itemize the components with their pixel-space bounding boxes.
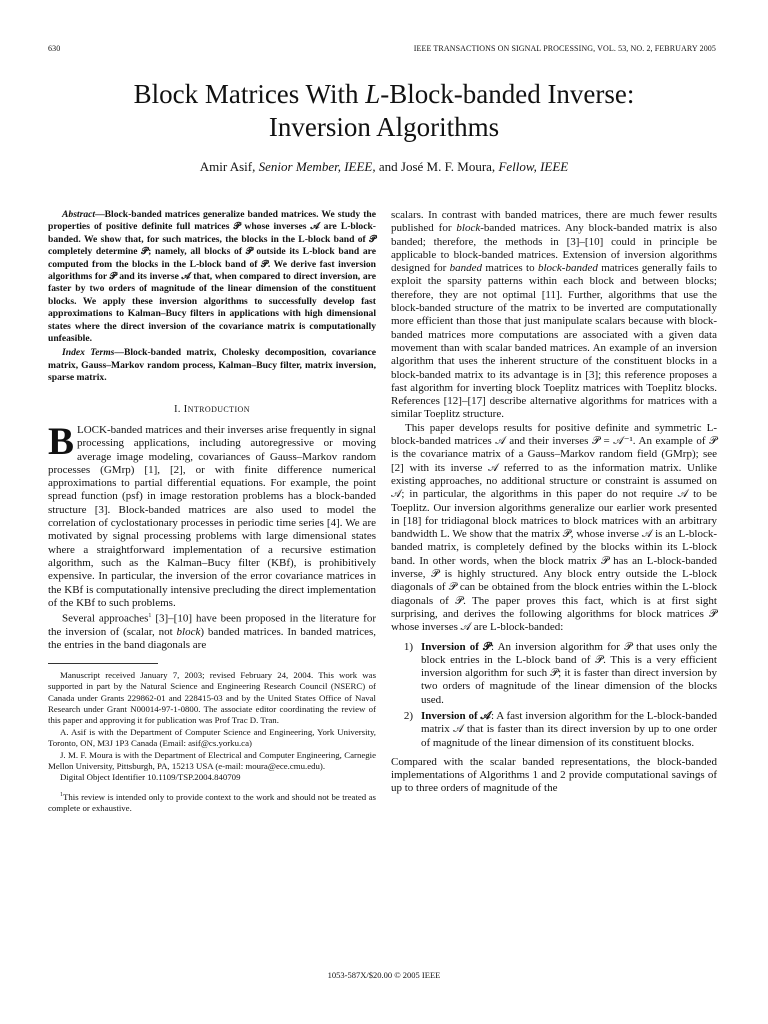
footnote-rule xyxy=(48,663,158,664)
right-paragraph-1: scalars. In contrast with banded matrices, there are much fewer results published for block-banded matrices. Any block-banded matrix is also banded; therefore, the methods in [3]–[10] could in principle be applicable to block-banded matrices. Extension of inversion algorithms designed for banded matrices to block-banded matrices generally fails to exploit the sparsity patterns within each block and between blocks; therefore, they are not optimal [11]. Further, algorithms that use the block-banded structure of the matrix to be inverted are computationally more efficient than those that just manipulate scalars because with block-banded matrices more computations are associated with a given data movement than with scalar banded matrices. An example of an inversion algorithm that uses the inherent structure of the constituent blocks in a block-banded matrix to its advantage is in [3]; this reference proposes a fast algorithm for inverting block Toeplitz matrices with Toeplitz blocks. References [12]–[17] describe alternative algorithms for matrices with a similar Toeplitz structure. xyxy=(391,209,717,421)
author-line: Amir Asif, Senior Member, IEEE, and José M. F. Moura, Fellow, IEEE xyxy=(199,159,569,174)
journal-name: IEEE TRANSACTIONS ON SIGNAL PROCESSING, VOL. 53, NO. 2, FEBRUARY 2005 xyxy=(413,44,716,53)
list-item: 2) Inversion of 𝒜: A fast inversion algorithm for the L-block-banded matrix 𝒜 that is faster than its direct inversion by up to one order of magnitude of the linear dimension of its constituent blocks. xyxy=(403,709,718,749)
footnote-asif: A. Asif is with the Department of Computer Science and Engineering, York University, Toronto, ON, M3J 1P3 Canada (Email: asif@cs.yorku.ca) xyxy=(48,726,376,749)
intro-paragraph-1: BLOCK-banded matrices and their inverses arise frequently in signal processing applications, including autoregressive or moving average image modeling, covariances of Gauss–Markov random processes (GMrp) [1], [2], or with finite difference numerical approximations to partial differential equations. For example, the point spread function (psf) in image restoration problems has a block-banded structure [3]. Block-banded matrices are also used to model the correlation of cyclostationary processes in periodic time series [4]. We are motivated by signal processing problems with large dimensional states where a straightforward implementation of a recursive estimation algorithm, such as the Kalman–Bucy filter (KBf), is prohibitively expensive. In particular, the inversion of the error covariance matrices in the KBf is computationally intensive precluding the direct implementation of the KBf to such problems. xyxy=(48,419,376,609)
running-header xyxy=(48,44,716,58)
page-number: 630 xyxy=(48,44,61,53)
abstract: Abstract—Block-banded matrices generalize banded matrices. We study the properties of positive definite full matrices 𝒫 whose inverses 𝒜 are L-block-banded. We show that, for such matrices, the blocks in the L-block band of 𝒫 completely determine 𝒫; namely, all blocks of 𝒫 outside its L-block band are computed from the blocks in the L-block band of 𝒫. We derive fast inversion algorithms for 𝒫 and its inverse 𝒜 that, when compared to direct inversion, are faster by two orders of magnitude of the linear dimension of the constituent blocks. We apply these inversion algorithms to successfully develop fast approximations to Kalman–Bucy filters in applications with high dimensional states where the direct inversion of the covariance matrix is computationally unfeasible. xyxy=(48,209,376,345)
drop-cap: B xyxy=(48,419,75,463)
left-column xyxy=(48,209,376,814)
paper-title: Block Matrices With L-Block-banded Inverse: Inversion Algorithms xyxy=(133,79,635,142)
section-heading: I. Introduction xyxy=(174,402,250,415)
footnote-1: $^1$This review is intended only to provide context to the work and should not be treated as complete or exhaustive. xyxy=(48,791,376,814)
footnote-doi: Digital Object Identifier 10.1109/TSP.2004.840709 xyxy=(60,772,241,783)
intro-paragraph-2: Several approaches$^1$ [3]–[10] have been proposed in the literature for the inversion of (scalar, not block) banded matrices. In banded matrices, the entries in the band diagonals are xyxy=(48,612,377,652)
copyright-footer: 1053-587X/$20.00 © 2005 IEEE xyxy=(327,970,441,980)
right-paragraph-3: Compared with the scalar banded representations, the block-banded implementations of Algorithms 1 and 2 provide computational savings of up to three orders of magnitude of the xyxy=(391,755,717,795)
footnote-manuscript: Manuscript received January 7, 2003; revised February 24, 2004. This work was supported in part by the Natural Science and Engineering Research Council (NSERC) of Canada under Grants 229862-01 and 228415-03 and by the United States Office of Naval Research under Grant N00014-97-1-0800. The associate editor coordinating the review of this paper and approving it for publication was Prof Trac D. Tran. xyxy=(48,669,376,726)
index-terms: Index Terms—Block-banded matrix, Cholesky decomposition, covariance matrix, Gauss–Markov random process, Kalman–Bucy filter, matrix inversion, sparse matrix. xyxy=(48,347,376,384)
right-paragraph-2: This paper develops results for positive definite and symmetric L-block-banded matrices 𝒜 and their inverses 𝒫 = 𝒜⁻¹. An example of 𝒫 is the covariance matrix of a Gauss–Markov random field (GMrp); see [2] with its inverse 𝒜 referred to as the information matrix. Unlike existing approaches, no additional structure or constraint is assumed on 𝒜; in particular, the algorithms in this paper do not require 𝒜 to be Toeplitz. Our inversion algorithms generalize our earlier work presented in [18] for tridiagonal block matrices to block matrices with an arbitrary bandwidth L. We show that the matrix 𝒫, whose inverse 𝒜 is an L-block-banded matrix, is completely defined by the blocks within its L-block band. In other words, when the block matrix 𝒫 has an L-block-banded inverse, 𝒫 is highly structured. Any block entry outside the L-block diagonals of 𝒫 can be obtained from the block entries within the L-block diagonals of 𝒫. The paper proves this fact, which is at first sight surprising, and derives the following algorithms for block matrices 𝒫 whose inverses 𝒜 are L-block-banded: xyxy=(391,421,717,634)
list-item: 1) Inversion of 𝒫: An inversion algorithm for 𝒫 that uses only the block entries in the L-block band of 𝒫. This is a very efficient inversion algorithm for such 𝒫; it is faster than direct inversion by two orders of magnitude of the linear dimension of the blocks used. xyxy=(403,640,717,706)
footnote-moura: J. M. F. Moura is with the Department of Electrical and Computer Engineering, Carnegie Mellon University, Pittsburgh, PA, 15213 USA (e-mail: moura@ece.cmu.edu). xyxy=(48,749,376,771)
right-column xyxy=(391,209,717,796)
algorithm-list xyxy=(391,641,717,750)
